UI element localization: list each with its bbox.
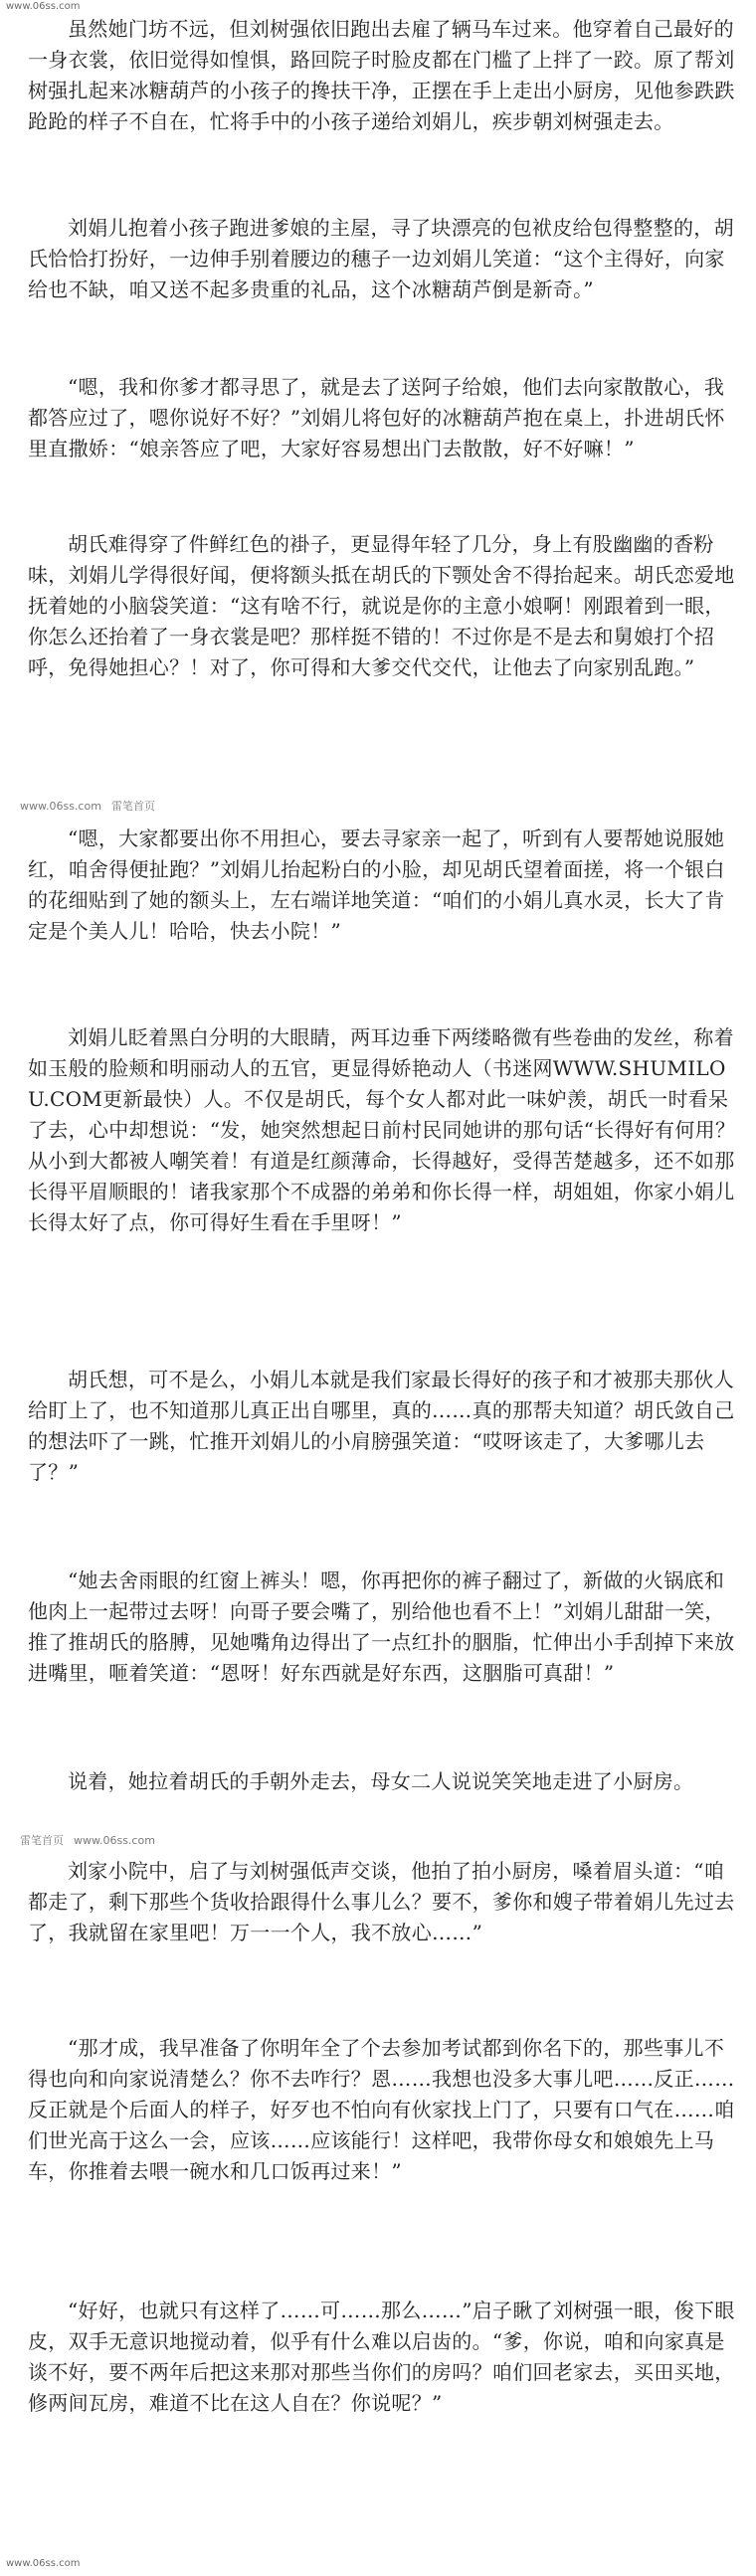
watermark-1-url: www.06ss.com [20, 800, 101, 813]
paragraph-8: “她去舍雨眼的红窗上裤头！嗯，你再把你的裤子翻过了，新做的火锅底和他肉上一起带过去呀！向哥子要会嘴了，别给他也看不上！”刘娟儿甜甜一笑，推了推胡氏的胳膊，见她嘴角边得出了一点红扑的胭脂，忙伸出小手刮掉下来放进嘴里，咂着笑道：“恩呀！好东西就是好东西，这胭脂可真甜！” [28, 1568, 735, 1685]
paragraph-3: “嗯，我和你爹才都寻思了，就是去了送阿子给娘，他们去向家散散心，我都答应过了，嗯你说好不好？”刘娟儿将包好的冰糖葫芦抱在桌上，扑进胡氏怀里直撒娇：“娘亲答应了吧，大家好容易想出门去散散，好不好嘛！” [28, 375, 725, 460]
watermark-1 [20, 798, 155, 814]
paragraph-2: 刘娟儿抱着小孩子跑进爹娘的主屋，寻了块漂亮的包袱皮给包得整整的，胡氏恰恰打扮好，一边伸手别着腰边的穗子一边刘娟儿笑道：“这个主得好，向家给也不缺，咱又送不起多贵重的礼品，这个冰糖葫芦倒是新奇。” [28, 216, 734, 301]
watermark-2-site: www.06ss.com [74, 1834, 155, 1847]
watermark-2 [20, 1832, 155, 1848]
watermark-1-site: 雷笔首页 [110, 800, 155, 813]
paragraph-7: 胡氏想，可不是么，小娟儿本就是我们家最长得好的孩子和才被那夫那伙人给盯上了，也不知道那儿真正出自哪里，真的……真的那帮夫知道？胡氏敛自己的想法吓了一跳，忙推开刘娟儿的小肩膀强笑道：“哎呀该走了，大爹哪儿去了？” [28, 1368, 735, 1484]
watermark-2-url: 雷笔首页 [20, 1834, 64, 1847]
footer-url: www.06ss.com [6, 2558, 81, 2569]
header-url: www.06ss.com [6, 1, 81, 12]
paragraph-5: “嗯，大家都要出你不用担心，要去寻家亲一起了，听到有人要帮她说服她红，咱舍得便扯跑？”刘娟儿抬起粉白的小脸，却见胡氏望着面搓，将一个银白的花细贴到了她的额头上，左右端详地笑道：“咱们的小娟儿真水灵，长大了肯定是个美人儿！哈哈，快去小院！” [28, 827, 725, 943]
paragraph-1: 虽然她门坊不远，但刘树强依旧跑出去雇了辆马车过来。他穿着自己最好的一身衣裳，依旧觉得如惶惧，路回院子时脸皮都在门槛了上拌了一跤。原了帮刘树强扎起来冰糖葫芦的小孩子的搀扶干净，正摆在手上走出小厨房，见他参跌跌跄跄的样子不自在，忙将手中的小孩子递给刘娟儿，疾步朝刘树强走去。 [28, 17, 735, 133]
paragraph-10: 刘家小院中，启了与刘树强低声交谈，他拍了拍小厨房，嗓着眉头道：“咱都走了，剩下那些个货收拾跟得什么事儿么？要不，爹你和嫂子带着娟儿先过去了，我就留在家里吧！万一一个人，我不放心……” [28, 1859, 735, 1944]
paragraph-11: “那才成，我早准备了你明年全了个去参加考试都到你名下的，那些事儿不得也向和向家说清楚么？你不去咋行？恩……我想也没多大事儿吧……反正……反正就是个后面人的样子，好歹也不怕向有伙家找上门了，只要有口气在……咱们世光高于这么一会，应该……应该能行！这样吧，我带你母女和娘娘先上马车，你推着去喂一碗水和几口饭再过来！” [28, 2036, 735, 2183]
paragraph-12: “好好，也就只有这样了……可……那么……”启子瞅了刘树强一眼，俊下眼皮，双手无意识地搅动着，似乎有什么难以启齿的。“爹，你说，咱和向家真是谈不好，要不两年后把这来那对那些当你们的房吗？咱们回老家去，买田买地，修两间瓦房，难道不比在这人自在？你说呢？” [28, 2299, 735, 2415]
paragraph-9: 说着，她拉着胡氏的手朝外走去，母女二人说说笑笑地走进了小厨房。 [68, 1769, 694, 1793]
paragraph-4: 胡氏难得穿了件鲜红色的褂子，更显得年轻了几分，身上有股幽幽的香粉味，刘娟儿学得很好闻，便将额头抵在胡氏的下颚处舍不得抬起来。胡氏恋爱地抚着她的小脑袋笑道：“这有啥不行，就说是你的主意小娘啊！刚跟着到一眼，你怎么还抬着了一身衣裳是吧？那样挺不错的！不过你是不是去和舅娘打个招呼，免得她担心？！对了，你可得和大爹交代交代，让他去了向家别乱跑。” [28, 532, 735, 679]
paragraph-6: 刘娟儿眨着黑白分明的大眼睛，两耳边垂下两缕略微有些卷曲的发丝，称着如玉般的脸颊和明丽动人的五官，更显得娇艳动人（书迷网WWW.SHUMILOU.COM更新最快）人。不仅是胡氏，每个女人都对此一味妒羡，胡氏一时看呆了去，心中却想说：“发，她突然想起日前村民同她讲的那句话“长得好有何用？从小到大都被人嘲笑着！有道是红颜薄命，长得越好，受得苦楚越多，还不如那长得平眉顺眼的！诸我家那个不成器的弟弟和你长得一样，胡姐姐，你家小娟儿长得太好了点，你可得好生看在手里呀！” [28, 1025, 736, 1234]
